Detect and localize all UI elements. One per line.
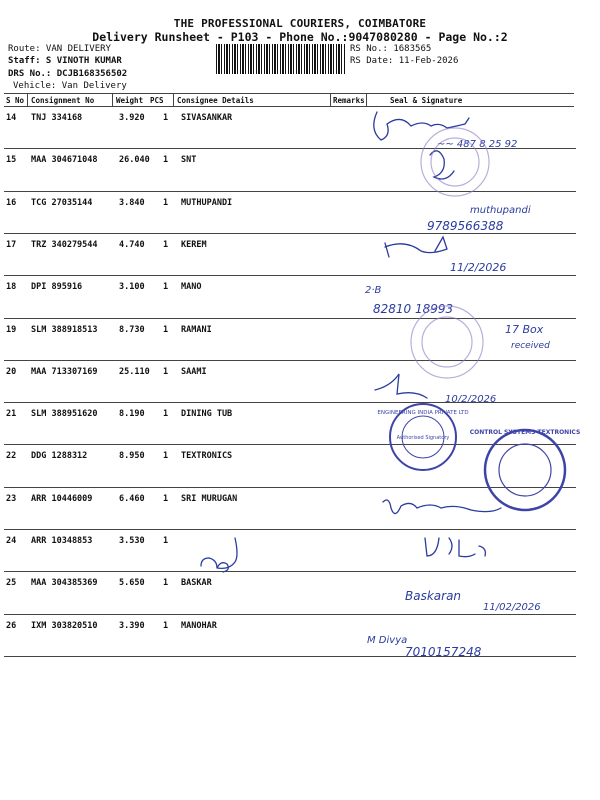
signature-layer <box>355 90 580 665</box>
cell-consignee: TEXTRONICS <box>181 451 233 462</box>
cell-weight: 26.040 <box>119 155 150 166</box>
cell-weight: 25.110 <box>119 366 150 377</box>
signature-row-25: Baskaran <box>405 589 462 603</box>
cell-pcs: 1 <box>163 620 169 631</box>
signature-14 <box>374 112 469 140</box>
date-row-25: 11/02/2026 <box>483 602 541 613</box>
cell-sno: 25 <box>6 578 17 589</box>
cell-consignment-no: ARR 10446009 <box>31 493 93 504</box>
route-label: Route: VAN DELIVERY <box>8 44 111 54</box>
vehicle-label: Vehicle: Van Delivery <box>13 81 127 91</box>
header-sno: S No <box>6 96 25 105</box>
signature-20 <box>375 374 427 398</box>
header-remarks: Remarks <box>333 96 365 105</box>
cell-pcs: 1 <box>163 493 169 504</box>
cell-consignment-no: TRZ 340279544 <box>31 239 98 250</box>
cell-weight: 3.530 <box>119 536 145 546</box>
cell-consignee: RAMANI <box>181 324 212 335</box>
cell-sno: 18 <box>6 282 17 293</box>
cell-weight: 3.840 <box>119 197 145 208</box>
date-row-20: 10/2/2026 <box>445 394 497 405</box>
cell-sno: 15 <box>6 155 17 166</box>
header-seal-signature: Seal & Signature <box>390 96 463 105</box>
drs-label: DRS No.: DCJB168356502 <box>8 69 128 79</box>
signature-23 <box>383 500 501 514</box>
cell-consignee: SAAMI <box>181 366 207 377</box>
staff-label: Staff: S VINOTH KUMAR <box>8 56 122 66</box>
signature-24-left <box>201 538 237 572</box>
cell-sno: 20 <box>6 366 17 377</box>
cell-consignment-no: IXM 303820510 <box>31 620 98 631</box>
cell-weight: 3.100 <box>119 282 145 293</box>
engineering-stamp-text: ENGINEERING INDIA PRIVATE LTD <box>377 410 469 416</box>
cell-weight: 3.920 <box>119 113 145 123</box>
cell-sno: 26 <box>6 620 17 631</box>
page-title: THE PROFESSIONAL COURIERS, COIMBATORE <box>173 17 427 30</box>
page-subtitle: Delivery Runsheet - P103 - Phone No.:9047080280 - Page No.:2 <box>92 30 508 44</box>
signature-17 <box>385 237 447 257</box>
cell-sno: 22 <box>6 451 17 462</box>
header-consignee: Consignee Details <box>177 96 254 105</box>
header-pcs: PCS <box>150 96 164 105</box>
handwriting-row-16: muthupandi <box>470 205 531 216</box>
cell-consignee: BASKAR <box>181 578 212 589</box>
cell-pcs: 1 <box>163 451 169 462</box>
cell-consignment-no: SLM 388918513 <box>31 324 98 335</box>
rs-no-label: RS No.: 1683565 <box>350 44 432 54</box>
cell-consignment-no: MAA 304385369 <box>31 578 98 589</box>
cell-consignee: SRI MURUGAN <box>181 493 238 504</box>
cell-consignee: SNT <box>181 155 197 166</box>
cell-sno: 23 <box>6 493 17 504</box>
cell-consignee: SIVASANKAR <box>181 113 233 123</box>
cell-pcs: 1 <box>163 113 169 123</box>
cell-weight: 8.950 <box>119 451 145 462</box>
cell-consignment-no: SLM 388951620 <box>31 409 98 420</box>
cell-pcs: 1 <box>163 536 169 546</box>
header-weight: Weight <box>116 96 144 105</box>
cell-sno: 17 <box>6 239 17 250</box>
cell-consignment-no: DDG 1288312 <box>31 451 88 462</box>
cell-pcs: 1 <box>163 324 169 335</box>
signature-row-26: M Divya <box>367 635 408 646</box>
cell-weight: 3.390 <box>119 620 145 631</box>
cell-pcs: 1 <box>163 155 169 166</box>
cell-pcs: 1 <box>163 578 169 589</box>
cell-consignment-no: MAA 304671048 <box>31 155 98 166</box>
handwritten-text <box>365 139 550 659</box>
cell-sno: 16 <box>6 197 17 208</box>
signature-24-right <box>425 538 485 557</box>
phone-row-16: 9789566388 <box>427 219 504 233</box>
cell-sno: 24 <box>6 536 17 546</box>
mark-row-15: ~~ 487 8 25 92 <box>437 139 518 150</box>
signature-strokes <box>201 112 501 572</box>
cell-weight: 8.730 <box>119 324 145 335</box>
header-consignment: Consignment No <box>31 96 95 105</box>
cell-consignment-no: TCG 27035144 <box>31 197 93 208</box>
engineering-stamp <box>377 404 468 470</box>
cell-consignee: MANO <box>181 282 202 293</box>
cell-sno: 14 <box>6 113 17 123</box>
textronics-stamp <box>470 429 581 510</box>
mark-row-18: 2·B <box>365 285 382 296</box>
cell-consignment-no: TNJ 334168 <box>31 113 83 123</box>
cell-pcs: 1 <box>163 366 169 377</box>
cell-pcs: 1 <box>163 197 169 208</box>
cell-consignee: MANOHAR <box>181 620 217 631</box>
cell-weight: 8.190 <box>119 409 145 420</box>
textronics-stamp-text: CONTROL SYSTEMS TEXTRONICS <box>469 429 581 436</box>
cell-consignee: DINING TUB <box>181 409 233 420</box>
cell-weight: 4.740 <box>119 239 145 250</box>
signature-15 <box>430 151 454 179</box>
cell-pcs: 1 <box>163 409 169 420</box>
note2-row-19: received <box>511 341 550 351</box>
cell-pcs: 1 <box>163 282 169 293</box>
phone-row-18: 82810 18993 <box>373 302 454 316</box>
cell-consignee: KEREM <box>181 239 207 250</box>
note-row-19: 17 Box <box>505 323 544 336</box>
cell-consignment-no: MAA 713307169 <box>31 366 98 377</box>
cell-sno: 21 <box>6 409 17 420</box>
cell-sno: 19 <box>6 324 17 335</box>
faint-stamps <box>411 128 489 378</box>
barcode <box>216 44 346 74</box>
cell-consignment-no: ARR 10348853 <box>31 536 93 546</box>
engineering-stamp-inner: Authorised Signatory <box>396 435 450 441</box>
date-row-17: 11/2/2026 <box>450 261 507 274</box>
cell-pcs: 1 <box>163 239 169 250</box>
rs-date-label: RS Date: 11-Feb-2026 <box>350 56 459 66</box>
cell-consignment-no: DPI 895916 <box>31 282 83 293</box>
cell-consignee: MUTHUPANDI <box>181 197 233 208</box>
cell-weight: 6.460 <box>119 493 145 504</box>
number-row-26: 7010157248 <box>405 645 482 659</box>
cell-weight: 5.650 <box>119 578 145 589</box>
